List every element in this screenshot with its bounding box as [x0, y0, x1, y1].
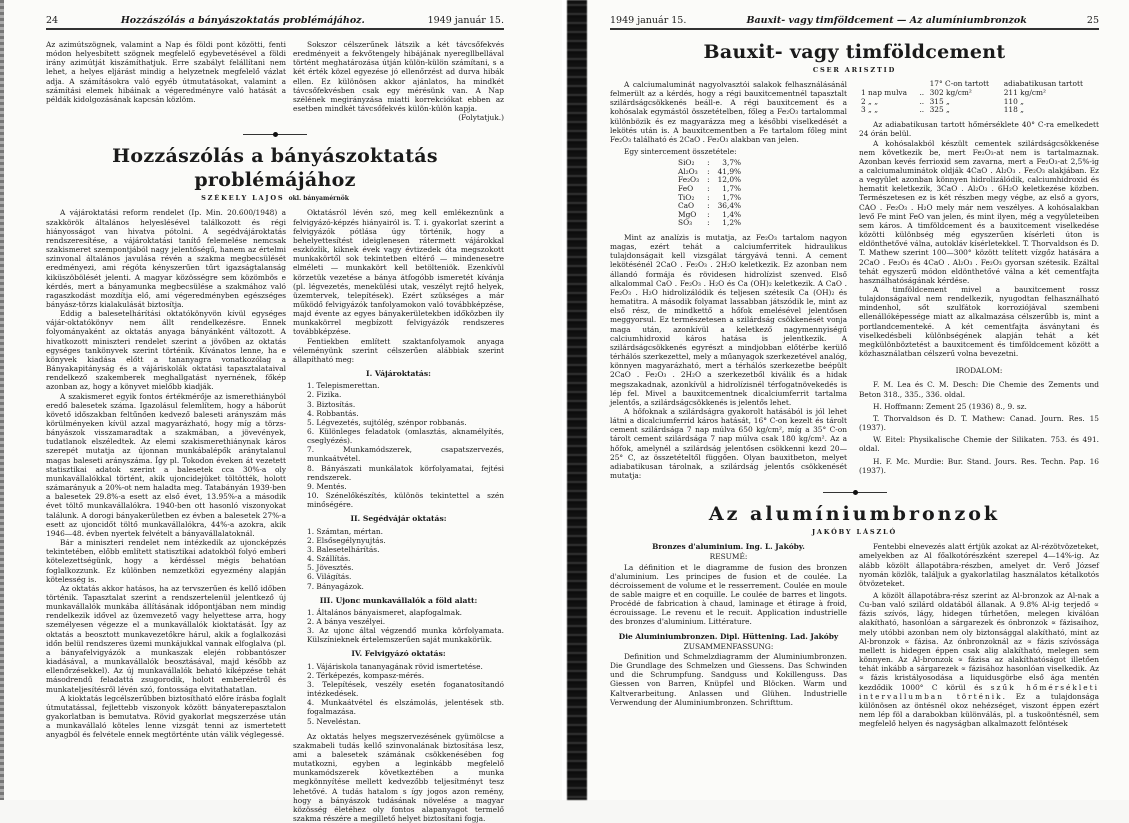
- table-cell: 3 „ „: [861, 105, 879, 115]
- page-number: 24: [46, 15, 59, 26]
- table-cell: 118 „: [1003, 105, 1025, 115]
- section-heading: IV. Felvigyázó oktatás:: [351, 649, 446, 659]
- article1-col2: [859, 80, 1099, 478]
- list-item: 4. Szállítás.: [307, 554, 351, 564]
- right-page: [567, 0, 1129, 800]
- divider-dot-icon: [273, 132, 278, 137]
- table-header: adiabatikusan tartott: [1003, 79, 1083, 88]
- divider-dot-icon: [853, 490, 858, 495]
- issue-date: 1949 január 15.: [427, 15, 504, 26]
- list-item: 5. Jövesztés.: [307, 563, 354, 573]
- list-item: 6. Különleges feladatok (omlasztás, aknamélyítés, cseglyézés).: [307, 427, 504, 446]
- list-item: 3. Az ujonc által végzendő munka körfolyamata. Külszínieknek értelemszerűen saját munkakörük.: [307, 626, 504, 645]
- emphasized-text: szűk hőmérsékleti intervallumban történik: [859, 682, 1099, 701]
- compound: SO₃: [678, 218, 693, 228]
- french-abstract: La définition et le diagramme de fusion des bronzen d'aluminium. Les principes de fusion et de coulée. La décroissement de volume et le resserrement. Coulée en moule de sable maigre et en coquille. Le coulée de barres et lingots. Procédé de fabrication à chaud, laminage et étirage à froid, écrouissage. Le revenu et le recuit. Application industrielle des bronzes d'aluminium. Littérature.: [610, 562, 847, 627]
- author-name: JAKÓBY LÁSZLÓ: [811, 528, 898, 537]
- paragraph: A timföldcement mivel a bauxitcement rossz tulajdonságaival nem rendelkezik, nyugodtan felhasználható mindenhol, sőt szulfátok korroziójával szembeni ellenállóképessége miatt az alkalmazása célszerűbb is, mint a portlandcementeké. A két cementfajta ásványtani és viselkedésbeli különbségének alapján tehát a két megkülönböztetést a bauxitcement és timföldcement között a közhasználatban célszerű volna bevezetni.: [859, 285, 1099, 359]
- list-item: 6. Világítás.: [307, 572, 352, 582]
- table-cell: ..: [919, 105, 925, 115]
- reference-item: T. Thorvaldson és D. T. Mathew: Canad. Journ. Res. 15 (1937).: [859, 413, 1099, 433]
- text-run: . Ez a tulajdonsága különösen az öntésnél okoz nehézséget, viszont éppen ezért nem lép föl a darabokban különválás, pl. a tuskoöntésnél, sem megfelelő helyen és nagyságban alkalmazott felöntések: [859, 691, 1099, 729]
- table-cell: 110 „: [1003, 96, 1025, 106]
- table-cell: 302 kg/cm²: [929, 87, 972, 97]
- table-row: [859, 89, 1099, 98]
- german-label: ZUSAMMENFASSUNG:: [683, 641, 774, 651]
- list-item: 4. Munkaátvétel és elszámolás, jelentések stb. fogalmazása.: [307, 698, 504, 717]
- percentage: 1,2%: [722, 218, 742, 228]
- separator: :: [707, 201, 710, 211]
- list-item: 8. Bányászati munkálatok körfolyamatai, fejtési rendszerek.: [307, 463, 504, 482]
- table-row: [859, 106, 1099, 115]
- list-item: 7. Bányagázok.: [307, 581, 364, 591]
- separator: :: [707, 209, 710, 219]
- paragraph: Oktatásról lévén szó, meg kell emlékeznünk a felvigyázó-képzés hiányairól is. T. i. gyakorlat szerint a felvigyázók pótlása úgy történik, hogy a behelyettesítést ideiglenesen rátermett vájárokkal eszközlik, kiknek évek vagy évtizedek óta megszokott munkakörtől sok tekintetben eltérő — mindenesetre elméleti — munkakört kell betölteniök. Ezenkívül körzetük vezetése a bánya átfogóbb ismeretét kívánja (pl. légvezetés, menekülési utak, veszélyt rejtő helyek, üzemtervek, telepítések). Ezért szükséges a már működő felvigyázók tanfolyamokon való továbbképzése, majd évente az egyes bányakerületekben időközben ily munkakörrel megbízott felvigyázók rendszeres továbbképzése.: [293, 208, 504, 337]
- paragraph: Mint az analízis is mutatja, az Fe₂O₃ tartalom nagyon magas, ezért tehát a calciumferritek hidraulikus tulajdonságait kell vizsgálat tárgyává tenni. A cement lekötésénél 2CaO . Fe₂O₃ . 2H₂O keletkezik. Ez azonban nem állandó formája és rövidesen hidrolízist szenved. Első alkalommal CaO . Fe₂O₃ . H₂O és Ca (OH)₂ keletkezik. A CaO . Fe₂O₃ . H₂O hidrolizálódik és teljesen szétesik Ca (OH)₂ és hematitra. A második folyamat lassabban játszódik le, mint az első rész, de mindkettő a hőfok emelésével jelentősen meggyorsul. Ez természetesen a szilárdság csökkenését vonja maga után, azonkívül a keletkező nagymennyiségű calciumhidroxid káros hatása is jelentkezik. A szilárdságcsökkenés egyrészt a mindjobban előtérbe kerülő térhálós szerkezettel, mely a műanyagok szerkezetével analóg, könnyen magyarázható, mert a térhálós szerkezetbe beépült 2CaO . Fe₂O₃ . 2H₂O a szerkezetből kiválik és a hidak megszakadnak, azonkívül a hidrolízisnél térfogatnövekedés is lép fel. Mivel a bauxitcementnek dicalciumferrit tartalma jelentős, a szilárdságcsökkenés is jelentős lehet.: [610, 233, 847, 407]
- paragraph: Fentebbi elnevezés alatt értjük azokat az Al-rézötvözeteket, amelyekben az Al főalkotórészként szerepel 4—14%-ig. Az alább közölt állapotábra-részben, amelyet dr. Verő József nyomán közlök, találjuk a gyakorlatilag használatos kétalkotós ötvözeteket.: [859, 542, 1099, 588]
- paragraph: Sokszor célszerűnek látszik a két távcsőfekvés eredményeit a fekvőtengely hibájának nyeregllbellával történt meghatározása útján külön-külön számítani, s a két érték közel egyezése jó ellenőrzést ad durva hibák ellen. Ez különösen akkor ajánlatos, ha mindkét távcsőfekvésben csak egy mérésünk van. A Nap szélének megirányzása miatti korrekciókat ebben az esetben mindkét távcsőfekvés külön-külön kapja.: [293, 40, 504, 114]
- paragraph: A kohósalakból készült cementek szilárdságcsökkenése nem következik be, mert Fe₂O₃-at nem is tartalmaznak. Azonban kevés ferrioxid sem zavarna, mert a Fe₂O₃-at 2,5%-ig a calciumaluminátok oldják 4CaO . Al₂O₃ . Fe₂O₃ alakjában. Ez a vegyület azonban könnyen hidrolizálódik, calciumhidroxid és hematit keletkezik, 3CaO . Al₂O₃ . 6H₂O keletkezése közben. Természetesen ez is két részben megy végbe, az első a gyors, CAO . Fe₂O₃ . H₂O mely már nem veszélyes. A kohósalakban levő Fe mint FeO van jelen, és mint ilyen, még a vegyületeiben sem káros. A timföldcement és a bauxitcement viselkedése közötti különbség még egyszerűen kísérleti úton is eldönthetővé válna, autokláv kísérletekkel. T. Thorvaldson és D. T. Mathew szerint 100—300° között telített vízgőz hatására a 2CaO . Fe₂O₃ és 4CaO . Al₂O₃ . Fe₂O₃ gyorsan szétesik. Ezáltal tehát egyszerű módon eldönthetővé válna a két cementfajta használhatóságának kérdése.: [859, 138, 1099, 285]
- list-item: 9. Mentés.: [307, 481, 347, 491]
- composition-table: [674, 159, 745, 228]
- table-cell: 2 „ „: [861, 96, 879, 106]
- paragraph: A kioktatás legcélszerűbben biztosítható előre írásba foglalt útmutatással, fejlettebb viszonyok között bányaterepasztalon gyakorlatban is bemutatva. Rövid gyakorlat megszerzése után a munkavállaló köteles lenne vizsgát tenni az ismertetett anyagból és felvétele ennek megtörténte után válik véglegessé.: [46, 693, 286, 740]
- german-heading: Die Aluminiumbronzen. Dipl. Hüttening. Lad. Jakóby: [618, 631, 839, 641]
- percentage: 36,4%: [717, 201, 742, 211]
- list-item: 5. Légvezetés, sujtólég, szénpor robbanás.: [307, 417, 467, 427]
- table-row: [859, 98, 1099, 107]
- list-item: 2. A bánya veszélyei.: [307, 616, 386, 626]
- compound: Al₂O₃: [678, 166, 698, 176]
- list-item: 3. Biztosítás.: [307, 399, 356, 409]
- curriculum-section: [293, 596, 504, 645]
- list-item: 3. Balesetelhárítás.: [307, 544, 380, 554]
- article-col1: [46, 208, 286, 739]
- article-title: Az alumíniumbronzok: [708, 503, 1001, 526]
- table-cell: ..: [919, 87, 925, 97]
- article-col2: [293, 208, 504, 823]
- french-label: RESUMÉ:: [709, 552, 748, 562]
- table-header: 17° C-on tartott: [929, 79, 990, 88]
- list-item: 2. Térképezés, kompasz-mérés.: [307, 670, 425, 680]
- running-header-left: [46, 14, 504, 30]
- paragraph: A vájároktatási reform rendelet (Ip. Min. 20.600/1948) a szakkörök általános helyeslésével találkozott és régi hiányosságot van hivatva pótolni. A segédvájároktatás rendszeresítése, a vájároktatási tanítő felemelése nemcsak szakismeret szempontjából nagy jelentőségű, hanem az értelmi szinvonal általános javulása révén a szakma megbecsülését eredményezi, ami régóta kényszerűen tűrt igazságtalanság kiküszöbölését jelenti. A magyar közösségre sem közömbös e kérdés, mert a bányamunka megbecsülése a szakmához való ragaszkodást mozdítja elő, ami végeredményben egészséges bányász-törzs kialakulását biztosítja.: [46, 208, 286, 309]
- composition-row: [674, 219, 745, 228]
- separator: :: [707, 158, 710, 168]
- table-cell: 325 „: [929, 105, 950, 115]
- list-item: 2. Elsősegélynyujtás.: [307, 535, 386, 545]
- author-name: CSER ARISZTID: [812, 66, 897, 74]
- table-cell: 211 kg/cm²: [1003, 87, 1046, 97]
- table-cell: 1 nap mulva: [861, 87, 908, 97]
- list-item: 1. Vájáriskola tananyagának rövid ismertetése.: [307, 661, 483, 671]
- separator: :: [707, 184, 710, 194]
- article2-col2: [859, 542, 1099, 728]
- reference-item: W. Eitel: Physikalische Chemie der Silikaten. 753. és 491. oldal.: [859, 435, 1099, 454]
- curriculum-section: [293, 369, 504, 509]
- article2-body: [610, 542, 1099, 728]
- list-item: 1. Általános bányaismeret, alapfogalmak.: [307, 607, 463, 617]
- separator: :: [707, 192, 710, 202]
- percentage: 1,7%: [722, 192, 742, 202]
- compound: TiO₂: [678, 192, 695, 202]
- running-title: Bauxit- vagy timföldcement — Az alumíniumbronzok: [746, 15, 1027, 26]
- prev-article-col2: [293, 40, 504, 122]
- paragraph: A szakismeret egyik fontos értékmérője az ismerethiányból eredő balesetek száma. Igazolásul felemlítem, hogy a háborút követő időszakban feltűnően kedvező baleseti arányszám más körülményeken kívül azzal magyarázható, hogy míg a törzs-bányászok visszamaradtak a szakmában, a jövevények, tudatlanok elszéledtek. Az elemi szakismerethiánynak káros szerepét mutatja az újonnan munkábalépők aránytalanul magas baleseti arányszáma. Így pl. Tokodon éveken át vezetett statisztikai adatok szerint a balesetek cca 30%-a oly munkavállalókkal történt, akik ujoncidejüket töltötték, holott számarányuk a 20%-ot nem haladta meg. Tatabányán 1939-ben a balesetek 29.8%-a esett az első évet, 13.95%-a a második évet töltő munkavállalókra. 1940-ben ott hasonló viszonyokat találunk. A dorogi bányakerületben ez évben a balesetek 27%-a esett az ujoncidőt töltő munkavállalókra, 44%-a azokra, akik 1946—48. évben nyertek felvételt a bányavállalatoknál.: [46, 391, 286, 538]
- article-body: [46, 208, 504, 823]
- french-heading: Bronzes d'aluminium. Ing. L. Jakóby.: [652, 542, 805, 552]
- paragraph: Eddig a balesetelhárítási oktatókönyvön kívül egységes vájár-oktatókönyv nem állt rendelkezésre. Ennek folyományaként az oktatás anyaga bányánként változott. A hivatkozott miniszteri rendelet szerint a jövőben az oktatás egységes tankönyvek szerint történik. Kívánatos lenne, ha e könyvek kiadása előtt a tananyagra vonatkozólag a Bányakapitányság és a vájáriskolák oktatási tapasztalataival rendelkező szakemberek meghallgatást nyernének, főkép azonban az, hogy a könyvet mielőbb kiadják.: [46, 309, 286, 392]
- page-number: 25: [1086, 15, 1099, 26]
- table-cell: ..: [919, 96, 925, 106]
- compound: SiO₂: [678, 158, 695, 168]
- reference-item: H. F. Mc. Murdie: Bur. Stand. Jours. Res. Techn. Pap. 16 (1937).: [859, 456, 1099, 475]
- strength-table: [859, 80, 1099, 115]
- page-edge: [0, 0, 4, 800]
- article-title: Bauxit- vagy timföldcement: [703, 41, 1006, 63]
- list-item: 7. Munkamódszerek, csapatszervezés, munkaátvétel.: [307, 445, 504, 464]
- curriculum-section: [293, 649, 504, 725]
- section-divider: [610, 486, 1099, 498]
- percentage: 41,9%: [717, 166, 742, 176]
- running-header-right: [610, 14, 1099, 30]
- section-heading: II. Segédvájár oktatás:: [350, 514, 447, 524]
- compound: FeO: [678, 184, 694, 194]
- list-item: 4. Robbantás.: [307, 408, 359, 418]
- paragraph: Az oktatás helyes megszervezésének gyümölcse a szakmabeli tudás kellő szinvonalának biztosítása lesz, ami a balesetek számának csökkenésében fog mutatkozni, egyben a leginkább megfelelő munkamódszerek következtében a munka megkönnyítése mellett kedvezőbb teljesítményt tesz lehetővé. A tudás hatalom s így jogos azon remény, hogy a bányászok tudásának növelése a magyar közösség életéhez oly fontos alapanyagot termelő szakma részére a megillető helyet biztosítani fogja.: [293, 731, 504, 823]
- text-run: A közölt állapotábra-rész szerint az Al-bronzok az Al-nak a Cu-ban való szilárd oldatából állanak. A 9.8% Al-ig terjedő ∝ fázis szívós, lágy, hidegen tűrhetően, melegen kiválóan alakítható, hasonlóan a sárgarezek és ónbronzok ∝ fázisaihoz, mely utóbbi azonban nem oly biztonsággal alakítható, mint az Al-bronzok ∝ fázisa. Az ónbronzoknál az ∝ fázis szívóssága mellett is hidegen éppen csak alig alakítható, melegen sem könnyen. Az Al-bronzok ∝ fázisa az alakíthatóságot illetően tehát inkább a sárgarezek ∝ fázisához hasonlóan viselkedik. Az ∝ fázis kristályosodása a liquidusgörbe első ága mentén kezdődik 1000° C körül és: [859, 591, 1099, 692]
- composition-intro: Egy sintercement összetétele:: [624, 147, 737, 157]
- continued-note: (Folytatjuk.): [458, 113, 504, 123]
- paragraph: A calciumaluminát nagyolvasztói salakok felhasználásánál felmerült az a kérdés, hogy a régi bauxitcementnél tapasztalt szilárdságcsökkenés beáll-e. A régi bauxitcement és a kohósalak egymástól összetételben, főleg a Fe₂O₃ tartalommal különbözik és ez magyarázza meg a későbbi viselkedését a lekötés után is. A bauxitcementben a Fe tartalom főleg mint Fe₂O₃ található és 2CaO . Fe₂O₃ alakban van jelen.: [610, 80, 847, 144]
- left-page: [0, 0, 562, 823]
- paragraph: Az adiabatikusan tartott hőmérséklete 40° C-ra emelkedett 24 órán belül.: [859, 120, 1099, 139]
- paragraph: Bár a miniszteri rendelet nem intézkedik az ujoncképzés tekintetében, előbb említett statisztikai adatokból folyó emberi kötelezettségünk, hogy a kérdéssel mégis behatóan foglalkozzunk. Ez különben nemzetközi egyezmény alapján kötelesség is.: [46, 538, 286, 584]
- section-divider: [46, 128, 504, 140]
- article-byline: [46, 194, 504, 203]
- paragraph: Fentiekben említett szaktanfolyamok anyaga véleményünk szerint célszerűen alábbiak szerint állapítható meg:: [293, 336, 504, 364]
- prev-article: [46, 40, 504, 122]
- compound: CaO: [678, 201, 695, 211]
- article-title: Hozzászólás a bányászoktatás problémájához: [112, 145, 438, 192]
- list-item: 2. Fizika.: [307, 390, 342, 400]
- list-item: 5. Neveléstan.: [307, 716, 361, 726]
- author-name: SZÉKELY LAJOS: [201, 194, 285, 203]
- running-title: Hozzászólás a bányászoktatás problémájához.: [120, 15, 365, 26]
- percentage: 12,0%: [717, 175, 742, 185]
- percentage: 1,4%: [722, 209, 742, 219]
- binding-shadow: [567, 0, 587, 800]
- table-cell: 315 „: [929, 96, 950, 106]
- section-heading: I. Vájároktatás:: [366, 369, 431, 379]
- section-heading: III. Ujonc munkavállalók a föld alatt:: [319, 595, 478, 605]
- curriculum-section: [293, 514, 504, 590]
- paragraph: Az azimútszögnek, valamint a Nap és földi pont közötti, fenti módon helyesbített szögnek megfelelő egybevetésével a földi irány azimútját kiszámíthatjuk. Erre szabályt felállítani nem lehet, a helyes eljárást mindig a helyzetnek megfelelő vázlat adja. A számításokra való egyéb útmutatásokat, valamint a számítási elemek hibáinak a végeredményre való hatását a példák kidolgozásának kapcsán közlöm.: [46, 40, 286, 104]
- paragraph: Az oktatás akkor hatásos, ha az tervszerűen és kellő időben történik. Tapasztalat szerint a rendszertelenül jelentkező új munkavállalók munkába állításának időpontjában nem mindig rendelkezik idővel az üzemvezető vagy helyettese arra, hogy személyesen végezze el a munkavállalók kioktatását. Így az oktatás a beosztott munkavezetőkre hárul, akik a foglalkozási időn belül rendszeres üzemi munkájukkal vannak elfoglalva (pl. a bányafelvigyázók a munkaszak elején robbantószer kiadásával, a munkavállalók beosztásával, majd később az ellenőrzésekkel). Az új munkavállalók beható kiképzése tehát másodrendű feladattá zsugorodik, holott emberéletről és munkateljesítésről lévén szó, fontossága elvitathatatlan.: [46, 583, 286, 694]
- compound: Fe₂O₃: [678, 175, 700, 185]
- list-item: 10. Szénelőkészítés, különös tekintettel a szén minőségére.: [307, 491, 504, 510]
- reference-item: H. Hoffmann: Zement 25 (1936) 8., 9. sz.: [873, 401, 1027, 411]
- prev-article-col1: [46, 40, 286, 104]
- article2-col1: [610, 542, 847, 707]
- separator: :: [707, 175, 710, 185]
- reference-item: F. M. Lea és C. M. Desch: Die Chemie des Zements und Beton 318., 335., 336. oldal.: [859, 380, 1099, 399]
- article1-body: [610, 80, 1099, 480]
- percentage: 1,7%: [722, 184, 742, 194]
- separator: :: [707, 166, 710, 176]
- separator: :: [707, 218, 710, 228]
- author-title: okl. bányamérnök: [288, 195, 349, 203]
- list-item: 1. Számtan, mértan.: [307, 526, 384, 536]
- references-heading: IRODALOM:: [955, 366, 1003, 376]
- article1-col1: [610, 80, 847, 480]
- percentage: 3,7%: [722, 158, 742, 168]
- paragraph: [859, 591, 1099, 728]
- list-item: 3. Telepítések, veszély esetén foganatosítandó intézkedések.: [307, 679, 504, 699]
- paragraph: A hőfoknak a szilárdságra gyakorolt hatásából is jól lehet látni a dicalciumferrid káros hatását, 16° C-on kezelt és tárolt cement szilárdsága 7 nap múlva 650 kg/cm², míg a 35° C-on tárolt cement szilárdsága 7 nap múlva csak 180 kg/cm². Az a hőfok, amelynél a szilárdság jelentősen csökkenni kezd 20—25° C, az összetételtől függően. Olyan bauxitbeton, melyet adiabatikusan tárolnak, a szilárdság jelentős csökkenését mutatja:: [610, 406, 847, 481]
- german-abstract: Definition und Schmelzdiagramm der Aluminiumbronzen. Die Grundlage des Schmelzen und Giessens. Das Schwinden und die Schrumpfung. Sandguss und Kokillenguss. Das Giessen von Barren, Knüpfel und Blöcken. Warm und Kaltverarbeitung. Anlassen und Glühen. Industrielle Verwendung der Aluminiumbronzen. Schrifttum.: [610, 651, 847, 707]
- issue-date: 1949 január 15.: [610, 15, 687, 26]
- compound: MgO: [678, 209, 697, 219]
- list-item: 1. Telepismerettan.: [307, 381, 380, 391]
